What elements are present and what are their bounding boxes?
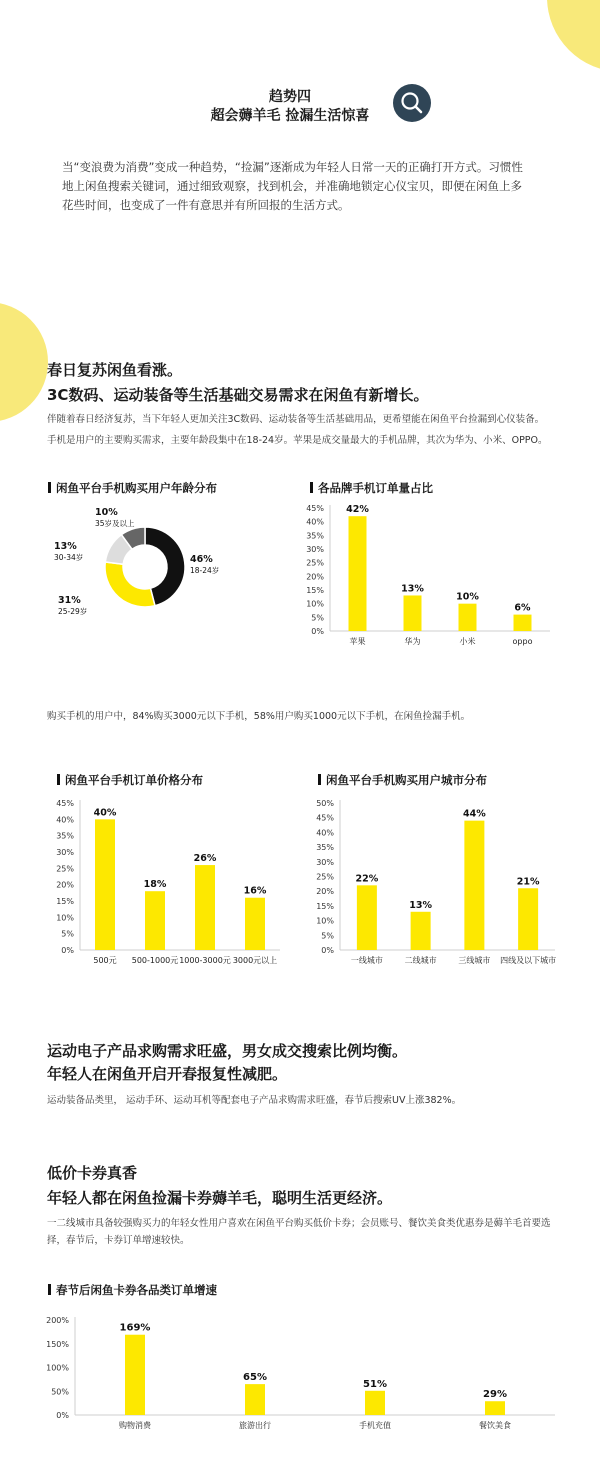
y-tick-label: 25% — [306, 558, 324, 568]
y-tick-label: 20% — [316, 887, 334, 897]
bar — [459, 604, 477, 631]
section2-headline-1: 运动电子产品求购需求旺盛，男女成交搜索比例均衡。 — [47, 1042, 408, 1060]
y-tick-label: 20% — [56, 880, 74, 890]
section2-headline-2: 年轻人在闲鱼开启开春报复性减肥。 — [47, 1065, 288, 1083]
data-label: 51% — [363, 1378, 387, 1390]
bar — [245, 898, 265, 950]
bar — [514, 615, 532, 631]
slice-value-label: 46% — [190, 554, 213, 565]
y-tick-label: 15% — [306, 586, 324, 595]
x-tick-label: 购物消费 — [119, 1421, 151, 1430]
data-label: 6% — [514, 602, 531, 614]
y-tick-label: 15% — [316, 901, 334, 911]
brand-chart-title: 各品牌手机订单量占比 — [310, 480, 433, 496]
data-label: 21% — [516, 876, 540, 888]
city-bar-chart — [310, 795, 560, 970]
data-label: 22% — [355, 873, 379, 885]
bar — [365, 1391, 385, 1415]
x-tick-label: 四线及以下城市 — [500, 956, 557, 965]
x-tick-label: 小米 — [459, 637, 476, 646]
section2-paragraph: 运动装备品类里， 运动手环、运动耳机等配套电子产品求购需求旺盛，春节后搜索UV上涨382%。 — [47, 1095, 462, 1106]
y-tick-label: 5% — [311, 613, 324, 623]
y-tick-label: 35% — [56, 831, 74, 841]
y-tick-label: 50% — [51, 1387, 69, 1397]
x-tick-label: 一线城市 — [350, 956, 383, 965]
section1-headline-1: 春日复苏闲鱼看涨。 — [47, 361, 183, 379]
data-label: 26% — [193, 853, 217, 865]
y-tick-label: 45% — [306, 504, 324, 513]
y-tick-label: 40% — [306, 517, 324, 527]
decorative-circle-left — [0, 302, 48, 422]
x-tick-label: 三线城市 — [458, 956, 491, 965]
x-tick-label: 华为 — [404, 637, 421, 646]
y-tick-label: 5% — [61, 929, 74, 939]
section1-headline-2: 3C数码、运动装备等生活基础交易需求在闲鱼有新增长。 — [47, 386, 429, 404]
coupon-chart-title: 春节后闲鱼卡券各品类订单增速 — [48, 1282, 217, 1298]
x-tick-label: 二线城市 — [404, 956, 437, 965]
slice-value-label: 10% — [95, 507, 118, 518]
section3-headline-1: 低价卡券真香 — [47, 1164, 138, 1182]
y-tick-label: 0% — [61, 946, 74, 955]
bar — [357, 885, 377, 950]
trend-title: 超会薅羊毛 捡漏生活惊喜 — [210, 108, 370, 124]
slice-value-label: 13% — [54, 541, 77, 552]
bar — [404, 595, 422, 631]
y-tick-label: 0% — [56, 1411, 69, 1420]
trend-label: 趋势四 — [269, 89, 311, 105]
price-bar-chart — [50, 795, 290, 970]
y-tick-label: 150% — [46, 1339, 69, 1349]
donut-slice — [105, 562, 155, 607]
y-tick-label: 10% — [306, 599, 324, 609]
section1-paragraph-1: 伴随着春日经济复苏，当下年轻人更加关注3C数码、运动装备等生活基础用品，更希望能在闲鱼平台捡漏到心仪装备。 — [47, 414, 545, 425]
brand-bar-chart — [300, 498, 560, 650]
y-tick-label: 20% — [306, 572, 324, 582]
bar — [195, 865, 215, 950]
slice-category-label: 25-29岁 — [58, 607, 88, 616]
y-tick-label: 100% — [46, 1363, 69, 1373]
slice-category-label: 30-34岁 — [54, 553, 84, 562]
age-donut-chart — [40, 500, 290, 635]
data-label: 18% — [143, 879, 167, 891]
y-tick-label: 25% — [316, 872, 334, 882]
intro-paragraph: 当“变浪费为消费”变成一种趋势，“捡漏”逐渐成为年轻人日常一天的正确打开方式。习惯性地上闲鱼搜索关键词，通过细致观察，找到机会，并准确地锁定心仪宝贝，即便在闲鱼上多花些时间，也变成了一件有意思并有所回报的生活方式。 — [62, 160, 523, 212]
y-tick-label: 0% — [321, 946, 334, 955]
x-tick-label: 1000-3000元 — [179, 956, 231, 965]
x-tick-label: 3000元以上 — [232, 956, 278, 965]
bar — [245, 1384, 265, 1415]
slice-category-label: 35岁及以上 — [95, 519, 135, 528]
data-label: 42% — [346, 504, 369, 516]
slice-category-label: 18-24岁 — [190, 566, 220, 575]
y-tick-label: 30% — [306, 545, 324, 554]
decorative-circle-top-right — [547, 0, 600, 72]
x-tick-label: 餐饮美食 — [479, 1421, 511, 1430]
y-tick-label: 35% — [316, 843, 334, 853]
bar — [145, 891, 165, 950]
data-label: 169% — [119, 1322, 151, 1334]
y-tick-label: 0% — [311, 627, 324, 636]
y-tick-label: 45% — [316, 813, 334, 823]
data-label: 29% — [483, 1389, 507, 1401]
data-label: 44% — [463, 808, 486, 820]
y-tick-label: 25% — [56, 864, 74, 874]
data-label: 65% — [243, 1372, 267, 1384]
x-tick-label: 苹果 — [349, 637, 366, 646]
y-tick-label: 10% — [316, 916, 334, 926]
data-label: 16% — [243, 885, 267, 897]
x-tick-label: oppo — [512, 637, 533, 646]
y-tick-label: 30% — [316, 857, 334, 867]
bar — [349, 516, 367, 631]
slice-value-label: 31% — [58, 595, 81, 606]
bar — [464, 821, 484, 950]
bar — [95, 819, 115, 950]
x-tick-label: 旅游出行 — [239, 1421, 271, 1430]
bar — [125, 1335, 145, 1415]
section3-paragraph: 一二线城市具备较强购买力的年轻女性用户喜欢在闲鱼平台购买低价卡券；会员账号、餐饮美食类优惠券是薅羊毛首要选择，春节后，卡券订单增速较快。 — [47, 1218, 551, 1246]
y-tick-label: 200% — [46, 1316, 69, 1325]
y-tick-label: 10% — [56, 913, 74, 923]
y-tick-label: 45% — [56, 799, 74, 808]
data-label: 40% — [93, 807, 117, 819]
data-label: 13% — [401, 583, 424, 595]
bar — [518, 888, 538, 950]
y-tick-label: 40% — [56, 815, 74, 825]
price-chart-title: 闲鱼平台手机订单价格分布 — [57, 772, 203, 788]
coupon-bar-chart — [40, 1312, 560, 1437]
y-tick-label: 40% — [316, 828, 334, 838]
city-chart-title: 闲鱼平台手机购买用户城市分布 — [318, 772, 487, 788]
y-tick-label: 5% — [321, 931, 334, 941]
x-tick-label: 500-1000元 — [131, 956, 179, 965]
y-tick-label: 15% — [56, 897, 74, 906]
bar — [411, 912, 431, 950]
bar — [485, 1401, 505, 1415]
section1-note: 购买手机的用户中，84%购买3000元以下手机，58%用户购买1000元以下手机，在闲鱼捡漏手机。 — [47, 711, 471, 722]
y-tick-label: 35% — [306, 531, 324, 541]
x-tick-label: 手机充值 — [359, 1421, 391, 1430]
x-tick-label: 500元 — [93, 956, 117, 965]
y-tick-label: 30% — [56, 848, 74, 857]
section1-paragraph-2: 手机是用户的主要购买需求，主要年龄段集中在18-24岁。苹果是成交量最大的手机品牌，其次为华为、小米、OPPO。 — [47, 435, 548, 446]
section3-headline-2: 年轻人都在闲鱼捡漏卡券薅羊毛，聪明生活更经济。 — [47, 1189, 393, 1207]
search-icon — [393, 84, 431, 122]
age-chart-title: 闲鱼平台手机购买用户年龄分布 — [48, 480, 217, 496]
data-label: 13% — [409, 899, 432, 911]
data-label: 10% — [456, 591, 479, 603]
y-tick-label: 50% — [316, 799, 334, 808]
